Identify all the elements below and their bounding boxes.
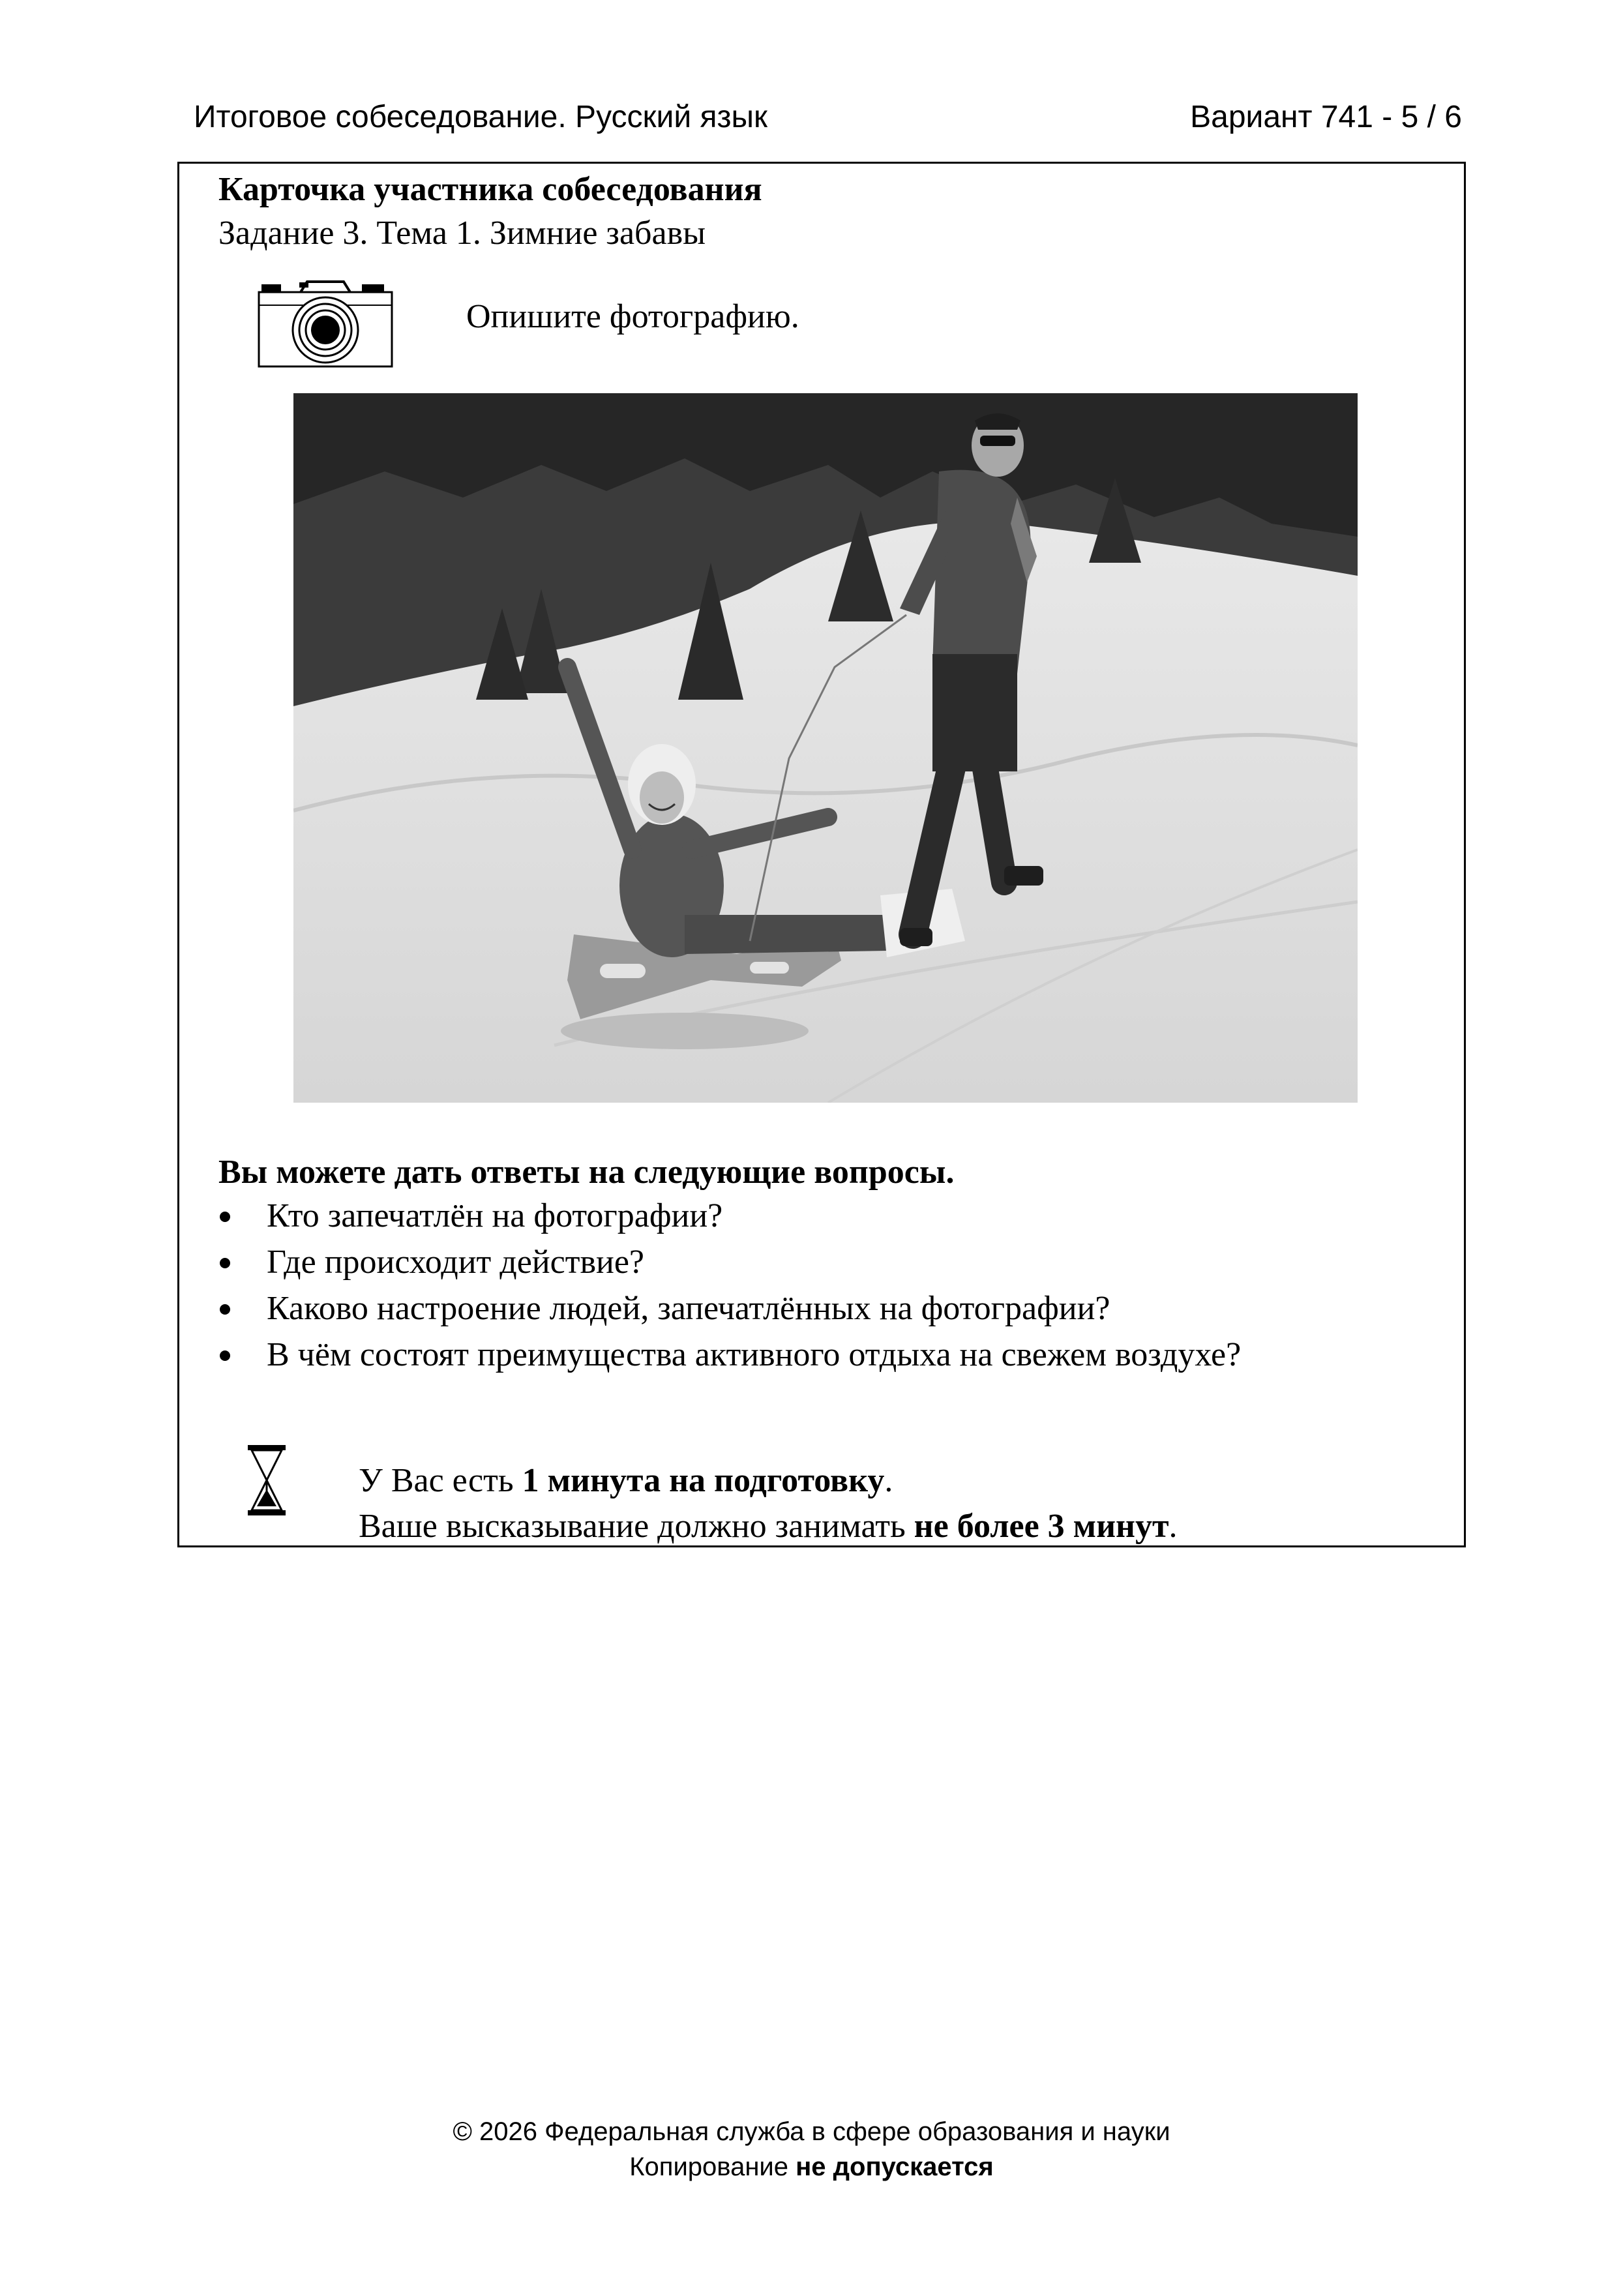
winter-sledding-photo (293, 393, 1358, 1103)
answer-time-limit: Ваше высказывание должно занимать не более 3 минут. (359, 1508, 1178, 1545)
camera-icon (258, 278, 393, 368)
questions-heading: Вы можете дать ответы на следующие вопросы. (218, 1154, 955, 1191)
instruction-text: Опишите фотографию. (466, 298, 799, 335)
list-item: Каково настроение людей, запечатлённых на фотографии? (218, 1285, 1241, 1332)
questions-list (218, 1193, 1241, 1378)
footer-copy-notice: Копирование не допускается (629, 2153, 994, 2181)
list-item: Кто запечатлён на фотографии? (218, 1193, 1241, 1239)
hourglass-icon (246, 1444, 287, 1517)
task-topic: Задание 3. Тема 1. Зимние забавы (218, 215, 706, 252)
preparation-time: У Вас есть 1 минута на подготовку. (359, 1462, 893, 1499)
card-title: Карточка участника собеседования (218, 171, 762, 208)
list-item: Где происходит действие? (218, 1239, 1241, 1285)
participant-card (177, 162, 1466, 1547)
list-item: В чём состоят преимущества активного отдыха на свежем воздухе? (218, 1332, 1241, 1378)
header-left: Итоговое собеседование. Русский язык (194, 100, 767, 134)
header-right: Вариант 741 - 5 / 6 (1190, 100, 1462, 134)
footer-copyright: © 2026 Федеральная служба в сфере образования и науки (453, 2117, 1170, 2146)
